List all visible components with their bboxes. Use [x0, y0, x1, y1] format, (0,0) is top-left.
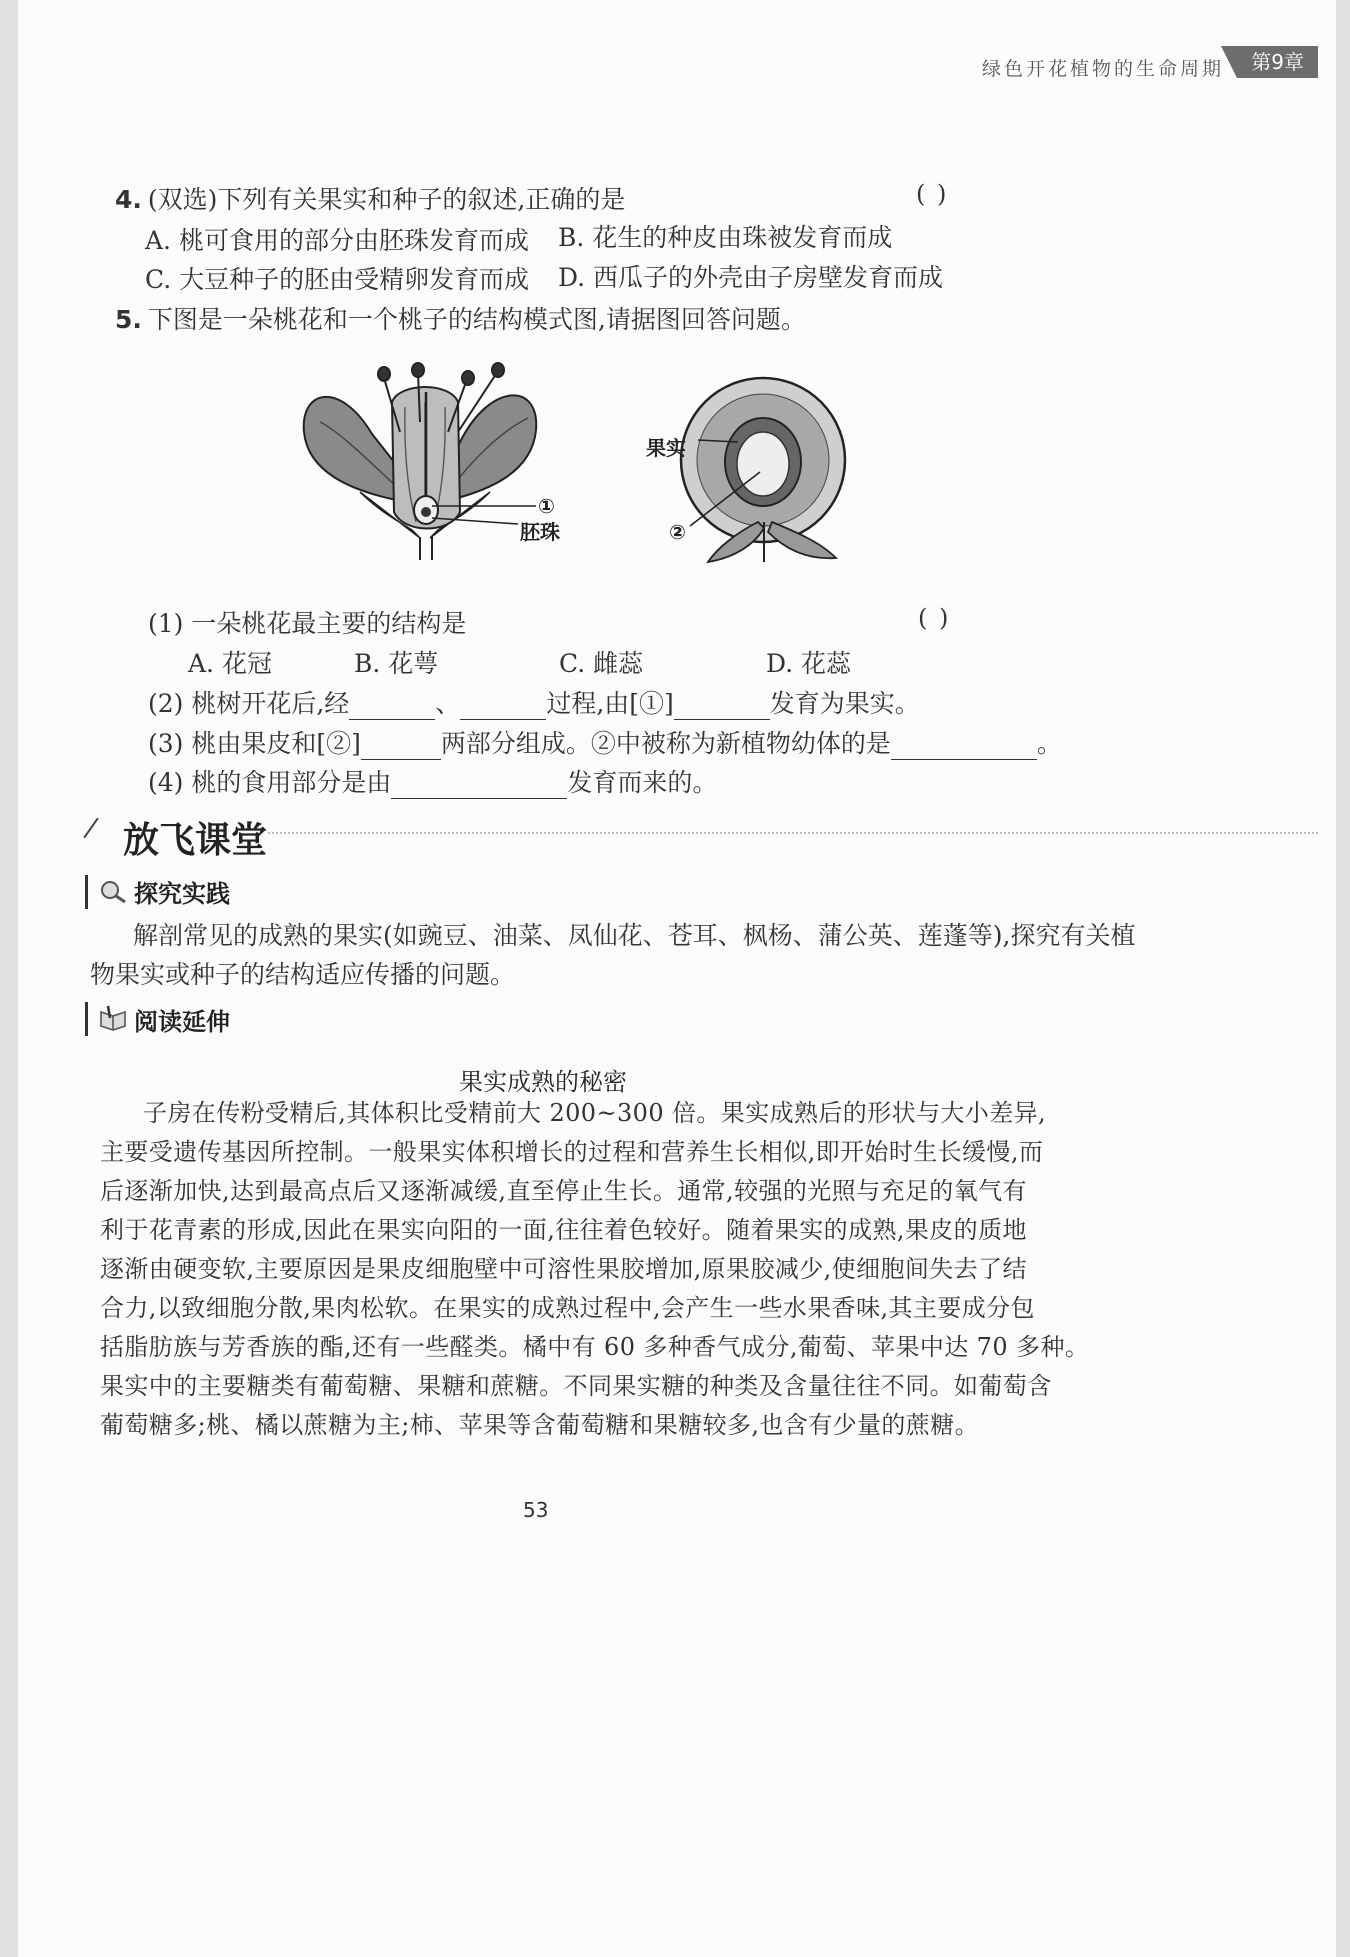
reading-title: 阅读延伸	[134, 1008, 230, 1036]
answer-paren: ( )	[916, 180, 949, 208]
peach-fruit-diagram	[668, 372, 858, 567]
article-line-4: 利于花青素的形成,因此在果实向阳的一面,往往着色较好。随着果实的成熟,果皮的质地	[100, 1216, 1027, 1244]
sub3-text-3: 。	[1036, 729, 1062, 758]
sub1-option-d: D. 花蕊	[766, 649, 852, 678]
subsection-bar	[85, 875, 88, 909]
fruit-label-fruit: 果实	[646, 436, 686, 460]
fruit-label-2: ②	[669, 520, 686, 544]
article-line-6: 合力,以致细胞分散,果肉松软。在果实的成熟过程中,会产生一些水果香味,其主要成分包	[100, 1294, 1035, 1322]
flower-label-1: ①	[538, 494, 555, 518]
article-line-1: 子房在传粉受精后,其体积比受精前大 200~300 倍。果实成熟后的形状与大小差异,	[143, 1099, 1047, 1127]
fill-blank[interactable]	[361, 735, 441, 760]
explore-line-1: 解剖常见的成熟的果实(如豌豆、油菜、凤仙花、苍耳、枫杨、蒲公英、莲蓬等),探究有关植	[133, 921, 1136, 950]
sub4-text-1: (4) 桃的食用部分是由	[148, 768, 392, 797]
fill-blank[interactable]	[391, 774, 567, 799]
textbook-page	[18, 0, 1336, 1957]
explore-title: 探究实践	[134, 880, 230, 908]
sub1-option-a: A. 花冠	[188, 649, 272, 678]
option-d: D. 西瓜子的外壳由子房壁发育而成	[558, 263, 944, 292]
section-divider	[268, 832, 1318, 834]
article-line-3: 后逐渐加快,达到最高点后又逐渐减缓,直至停止生长。通常,较强的光照与充足的氧气有	[100, 1177, 1027, 1205]
sub2-text-1: (2) 桃树开花后,经	[148, 689, 350, 718]
question-text: 下图是一朵桃花和一个桃子的结构模式图,请据图回答问题。	[147, 305, 806, 334]
fill-blank[interactable]	[891, 735, 1037, 760]
flower-label-ovule: 胚珠	[520, 520, 560, 544]
sub2-text-2: 、	[435, 689, 461, 718]
subsection-bar	[85, 1002, 88, 1036]
sub2-text-3: 过程,由[①]	[546, 689, 674, 718]
answer-paren: ( )	[918, 604, 951, 632]
fill-blank[interactable]	[460, 695, 546, 720]
sub-question-4	[148, 763, 717, 799]
question-number: 5.	[115, 305, 142, 334]
question-5-stem	[115, 300, 806, 336]
sub1-option-b: B. 花萼	[354, 649, 439, 678]
sub3-text-2: 两部分组成。②中被称为新植物幼体的是	[440, 729, 891, 758]
question-4-stem	[115, 180, 625, 216]
article-line-5: 逐渐由硬变软,主要原因是果皮细胞壁中可溶性果胶增加,原果胶减少,使细胞间失去了结	[100, 1255, 1027, 1283]
sub1-option-c: C. 雌蕊	[559, 649, 644, 678]
option-b: B. 花生的种皮由珠被发育而成	[558, 223, 893, 252]
sub-question-3	[148, 724, 1062, 760]
section-mark	[83, 818, 98, 839]
question-text: (双选)下列有关果实和种子的叙述,正确的是	[147, 185, 626, 214]
page-number: 53	[523, 1498, 549, 1522]
book-icon	[98, 1004, 128, 1032]
section-title: 放飞课堂	[123, 820, 268, 861]
article-line-2: 主要受遗传基因所控制。一般果实体积增长的过程和营养生长相似,即开始时生长缓慢,而	[100, 1138, 1044, 1166]
sub-question-2	[148, 684, 920, 720]
magnifier-icon	[98, 878, 128, 904]
article-line-8: 果实中的主要糖类有葡萄糖、果糖和蔗糖。不同果实糖的种类及含量往往不同。如葡萄含	[100, 1372, 1052, 1400]
sub-question-1: (1) 一朵桃花最主要的结构是	[148, 609, 467, 638]
article-line-9: 葡萄糖多;桃、橘以蔗糖为主;柿、苹果等含葡萄糖和果糖较多,也含有少量的蔗糖。	[100, 1411, 979, 1439]
sub2-text-4: 发育为果实。	[769, 689, 920, 718]
fill-blank[interactable]	[349, 695, 435, 720]
fill-blank[interactable]	[674, 695, 770, 720]
option-c: C. 大豆种子的胚由受精卵发育而成	[145, 265, 530, 294]
explore-line-2: 物果实或种子的结构适应传播的问题。	[90, 960, 516, 989]
sub3-text-1: (3) 桃由果皮和[②]	[148, 729, 361, 758]
question-number: 4.	[115, 185, 142, 214]
running-header: 绿色开花植物的生命周期	[981, 58, 1224, 80]
option-a: A. 桃可食用的部分由胚珠发育而成	[145, 226, 529, 255]
sub4-text-2: 发育而来的。	[567, 768, 718, 797]
chapter-tab: 第9章	[1237, 46, 1318, 78]
article-title: 果实成熟的秘密	[459, 1068, 627, 1096]
article-line-7: 括脂肪族与芳香族的酯,还有一些醛类。橘中有 60 多种香气成分,葡萄、苹果中达 70 多种。	[100, 1333, 1090, 1361]
